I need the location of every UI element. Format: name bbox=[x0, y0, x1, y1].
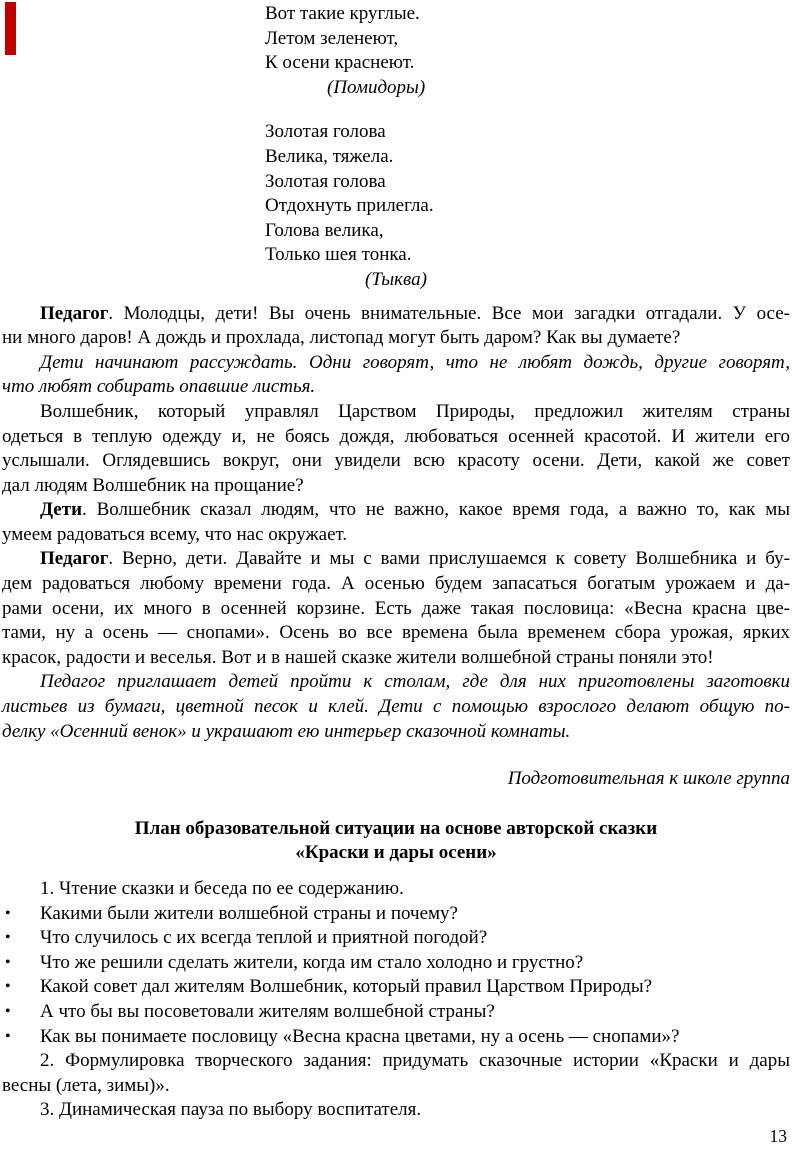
plan-bullet bbox=[2, 975, 790, 1000]
riddle-line: Голова велика, bbox=[265, 219, 384, 241]
bullet-icon: • bbox=[5, 953, 11, 971]
riddle-line: Золотая голова bbox=[265, 170, 386, 192]
speaker-name: Дети bbox=[40, 499, 83, 521]
bullet-icon: • bbox=[5, 904, 11, 922]
plan-item-1: 1. Чтение сказки и беседа по ее содержанию. bbox=[40, 878, 404, 899]
bullet-icon: • bbox=[5, 929, 11, 947]
speaker-name: Педагог bbox=[40, 302, 109, 324]
riddle-1 bbox=[265, 2, 790, 100]
paragraph-line bbox=[2, 498, 790, 523]
riddle-line: Только шея тонка. bbox=[265, 244, 412, 266]
plan-item-3: 3. Динамическая пауза по выбору воспитателя. bbox=[40, 1099, 422, 1121]
plan-list bbox=[2, 877, 790, 1123]
paragraph-line: рами осени, их много в осенней корзине. Есть даже такая пословица: «Весна красна цве- bbox=[2, 597, 790, 619]
paragraph-pedagog-1 bbox=[2, 302, 790, 351]
riddle-answer: (Помидоры) bbox=[327, 76, 426, 98]
plan-title-line: «Краски и дары осени» bbox=[295, 842, 497, 864]
riddle-line: Вот такие круглые. bbox=[265, 3, 420, 24]
riddle-answer: (Тыква) bbox=[365, 268, 427, 290]
plan-item-line: весны (лета, зимы)». bbox=[2, 1074, 170, 1096]
paragraph-pedagog-2 bbox=[2, 547, 790, 670]
paragraph-line: красок, радости и веселья. Вот и в нашей сказке жители волшебной страны поняли это! bbox=[2, 646, 714, 668]
plan-title bbox=[2, 817, 790, 866]
paragraph-line: Волшебник, который управлял Царством Природы, предложил жителям страны bbox=[40, 400, 790, 422]
paragraph-line: делку «Осенний венок» и украшают ею интерьер сказочной комнаты. bbox=[2, 720, 571, 742]
paragraph-line: что любят собирать опавшие листья. bbox=[2, 376, 316, 398]
speaker-name: Педагог bbox=[40, 548, 109, 570]
bullet-text: Что случилось с их всегда теплой и приятной погодой? bbox=[40, 927, 488, 949]
paragraph-line bbox=[2, 547, 790, 572]
paragraph-line: дал людям Волшебник на прощание? bbox=[2, 474, 304, 496]
bullet-text: Какими были жители волшебной страны и почему? bbox=[40, 902, 458, 924]
paragraph-text: . Молодцы, дети! Вы очень внимательные. Все мои загадки отгадали. У осе- bbox=[108, 302, 790, 324]
paragraph-line: Педагог приглашает детей пройти к столам, где для них приготовлены заготовки bbox=[40, 671, 790, 693]
plan-title-line: План образовательной ситуации на основе авторской сказки bbox=[134, 817, 658, 839]
paragraph-line: дем радоваться любому времени года. А осенью будем запасаться богатым урожаем и да- bbox=[2, 573, 790, 595]
riddle-line: Велика, тяжела. bbox=[265, 145, 394, 167]
paragraph-remark-1 bbox=[2, 351, 790, 400]
bullet-text: Какой совет дал жителям Волшебник, который правил Царством Природы? bbox=[40, 976, 653, 998]
paragraph-line: услышали. Оглядевшись вокруг, они увидели всю красоту осени. Дети, какой же совет bbox=[2, 450, 790, 472]
plan-bullet bbox=[2, 1025, 790, 1050]
riddle-line: Отдохнуть прилегла. bbox=[265, 195, 434, 217]
paragraph-line bbox=[2, 302, 790, 327]
paragraph-line: листьев из бумаги, цветной песок и клей. Дети с помощью взрослого делают общую по- bbox=[2, 696, 790, 718]
plan-item-2 bbox=[2, 1049, 790, 1098]
riddle-2 bbox=[265, 120, 790, 292]
paragraph-line: ни много даров! А дождь и прохлада, листопад могут быть даром? Как вы думаете? bbox=[2, 327, 681, 349]
bullet-icon: • bbox=[5, 1027, 11, 1045]
paragraph-remark-2 bbox=[2, 670, 790, 744]
bullet-text: А что бы вы посоветовали жителям волшебной страны? bbox=[40, 1000, 495, 1022]
paragraph-line: умеем радоваться всему, что нас окружает. bbox=[2, 523, 348, 545]
riddle-line: Золотая голова bbox=[265, 121, 386, 143]
plan-bullet bbox=[2, 1000, 790, 1025]
plan-bullet bbox=[2, 926, 790, 951]
paragraph-text: . Верно, дети. Давайте и мы с вами прислушаемся к совету Волшебника и бу- bbox=[108, 548, 790, 570]
plan-bullet bbox=[2, 951, 790, 976]
paragraph-line: Дети начинают рассуждать. Одни говорят, что не любят дождь, другие говорят, bbox=[40, 351, 790, 373]
riddle-line: Летом зеленеют, bbox=[265, 27, 399, 49]
plan-bullet bbox=[2, 902, 790, 927]
plan-item-line: 2. Формулировка творческого задания: придумать сказочные истории «Краски и дары bbox=[40, 1050, 790, 1072]
group-label: Подготовительная к школе группа bbox=[507, 768, 790, 790]
paragraph-line: тами, ну а осень — снопами». Осень во все времена была временем сбора урожая, ярких bbox=[2, 622, 790, 644]
dialogue-section bbox=[2, 302, 790, 745]
bullet-icon: • bbox=[5, 1002, 11, 1020]
bullet-text: Что же решили сделать жители, когда им стало холодно и грустно? bbox=[40, 951, 584, 973]
paragraph-deti bbox=[2, 498, 790, 547]
bullet-icon: • bbox=[5, 978, 11, 996]
riddle-line: К осени краснеют. bbox=[265, 52, 415, 74]
paragraph-line: одеться в теплую одежду и, не боясь дождя, любоваться осенней красотой. И жители его bbox=[2, 425, 790, 447]
paragraph-narration bbox=[2, 400, 790, 498]
page-number: 13 bbox=[769, 1126, 787, 1146]
bullet-text: Как вы понимаете пословицу «Весна красна цветами, ну а осень — снопами»? bbox=[40, 1025, 680, 1047]
paragraph-text: . Волшебник сказал людям, что не важно, какое время года, а важно то, как мы bbox=[82, 499, 790, 521]
